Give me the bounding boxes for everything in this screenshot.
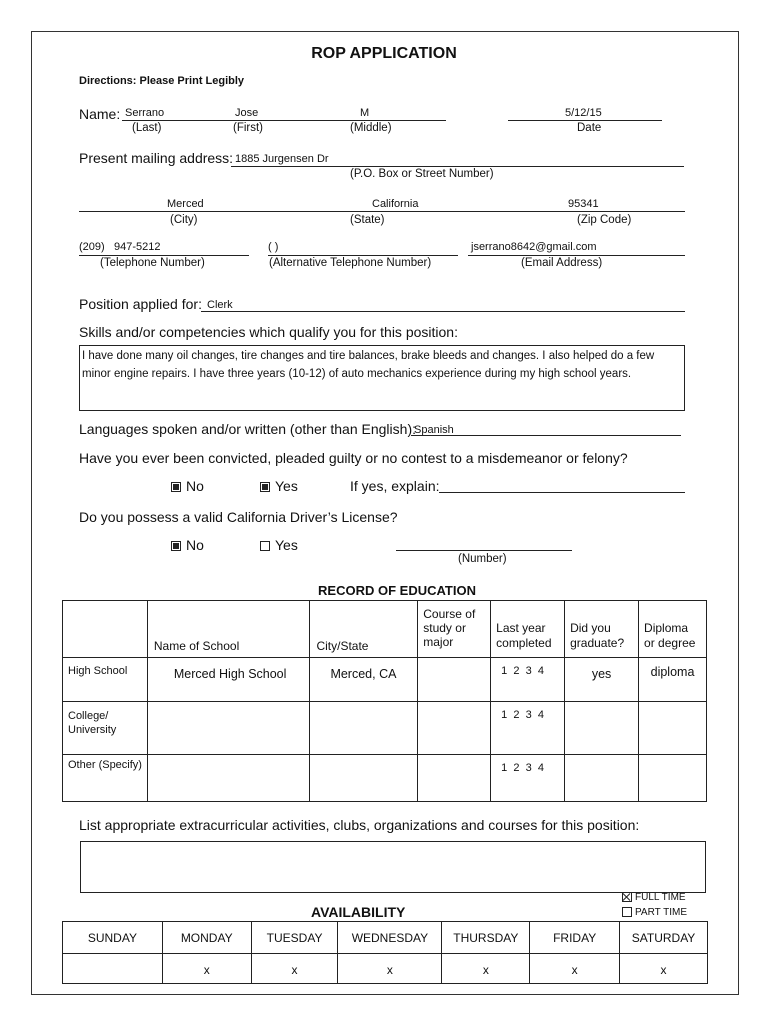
mark-wednesday[interactable]: x (338, 954, 442, 984)
convicted-question: Have you ever been convicted, pleaded guilty or no contest to a misdemeanor or felony? (79, 450, 628, 466)
phone-value[interactable]: 947-5212 (114, 241, 161, 253)
name-underline (122, 120, 446, 121)
mark-thursday[interactable]: x (442, 954, 530, 984)
part-time-checkbox[interactable] (622, 907, 632, 917)
middle-name-value[interactable]: M (360, 107, 370, 119)
phone-area-code[interactable]: (209) (79, 241, 105, 253)
edu-major[interactable] (418, 702, 491, 755)
zip-value[interactable]: 95341 (568, 198, 599, 210)
day-wednesday: WEDNESDAY (338, 922, 442, 954)
mark-monday[interactable]: x (162, 954, 251, 984)
edu-city[interactable]: Merced, CA (310, 658, 418, 702)
edu-graduate[interactable] (565, 755, 639, 802)
position-value[interactable]: Clerk (207, 299, 233, 311)
license-yes-label: Yes (275, 537, 298, 553)
edu-header-major: Course of study or major (418, 601, 491, 658)
edu-header-citystate: City/State (310, 601, 418, 658)
languages-value[interactable]: Spanish (414, 424, 454, 436)
edu-years[interactable]: 1 2 3 4 (491, 658, 565, 702)
edu-header-diploma: Diploma or degree (639, 601, 707, 658)
table-row (63, 755, 707, 802)
first-caption: (First) (233, 122, 264, 134)
availability-days-row (63, 922, 708, 954)
last-name-value[interactable]: Serrano (125, 107, 165, 119)
edu-graduate[interactable] (565, 702, 639, 755)
first-name-value[interactable]: Jose (235, 107, 259, 119)
convicted-no-label: No (186, 478, 204, 494)
mark-tuesday[interactable]: x (251, 954, 338, 984)
state-caption: (State) (350, 214, 385, 226)
full-time-option[interactable] (622, 892, 686, 903)
state-value[interactable]: California (372, 198, 419, 210)
date-underline (508, 120, 662, 121)
full-time-checkbox[interactable] (622, 892, 632, 902)
table-row (63, 658, 707, 702)
extracurricular-text (81, 842, 705, 846)
availability-heading: AVAILABILITY (311, 904, 406, 920)
edu-header-school: Name of School (147, 601, 310, 658)
skills-label: Skills and/or competencies which qualify you for this position: (79, 324, 458, 340)
alt-phone-value[interactable]: ( ) (268, 241, 279, 253)
position-label: Position applied for: (79, 296, 202, 312)
skills-text: I have done many oil changes, tire changes and tire balances, brake bleeds and changes. I also helped do a few minor engine repairs. I have three years (10-12) of auto mechanics experience during my high school years. (82, 350, 655, 380)
edu-school[interactable] (147, 702, 310, 755)
license-yes-checkbox[interactable] (260, 541, 270, 551)
explain-underline[interactable] (439, 492, 685, 493)
education-table (62, 600, 707, 802)
license-number-caption: (Number) (458, 553, 507, 565)
alt-phone-underline (268, 255, 458, 256)
edu-school[interactable] (147, 755, 310, 802)
form-title: ROP APPLICATION (311, 45, 457, 62)
languages-label: Languages spoken and/or written (other than English): (79, 421, 416, 437)
license-yes-option[interactable] (260, 537, 298, 553)
convicted-yes-label: Yes (275, 478, 298, 494)
email-caption: (Email Address) (521, 257, 603, 269)
edu-years[interactable]: 1 2 3 4 (491, 755, 565, 802)
edu-years[interactable]: 1 2 3 4 (491, 702, 565, 755)
street-underline (231, 166, 684, 167)
edu-graduate[interactable]: yes (565, 658, 639, 702)
day-thursday: THURSDAY (442, 922, 530, 954)
date-value[interactable]: 5/12/15 (565, 107, 602, 119)
availability-table (62, 921, 708, 984)
convicted-yes-option[interactable] (260, 478, 298, 494)
address-label: Present mailing address: (79, 150, 234, 166)
directions: Directions: Please Print Legibly (79, 75, 245, 87)
last-caption: (Last) (132, 122, 162, 134)
table-row (63, 702, 707, 755)
city-caption: (City) (170, 214, 198, 226)
skills-box[interactable] (79, 345, 685, 411)
part-time-option[interactable] (622, 907, 687, 918)
city-state-zip-underline (79, 211, 685, 212)
convicted-yes-checkbox[interactable] (260, 482, 270, 492)
city-value[interactable]: Merced (167, 198, 204, 210)
edu-major[interactable] (418, 755, 491, 802)
edu-city[interactable] (310, 755, 418, 802)
education-header-row (63, 601, 707, 658)
email-value[interactable]: jserrano8642@gmail.com (471, 241, 597, 253)
explain-label: If yes, explain: (350, 478, 440, 494)
name-label: Name: (79, 106, 121, 122)
edu-header-blank (63, 601, 148, 658)
day-monday: MONDAY (162, 922, 251, 954)
license-number-underline[interactable] (396, 550, 572, 551)
email-underline (468, 255, 685, 256)
mark-saturday[interactable]: x (620, 954, 708, 984)
education-heading: RECORD OF EDUCATION (318, 583, 476, 598)
part-time-label: PART TIME (635, 907, 688, 918)
convicted-no-checkbox[interactable] (171, 482, 181, 492)
license-no-checkbox[interactable] (171, 541, 181, 551)
phone-underline (79, 255, 249, 256)
license-question: Do you possess a valid California Driver’s License? (79, 509, 398, 525)
edu-header-lastyear: Last year completed (491, 601, 565, 658)
position-underline (201, 311, 685, 312)
day-tuesday: TUESDAY (251, 922, 338, 954)
phone-caption: (Telephone Number) (100, 257, 205, 269)
middle-caption: (Middle) (350, 122, 392, 134)
edu-level: High School (63, 658, 148, 702)
edu-school[interactable]: Merced High School (147, 658, 310, 702)
day-friday: FRIDAY (530, 922, 620, 954)
availability-marks-row (63, 954, 708, 984)
extracurricular-box[interactable] (80, 841, 706, 893)
extracurricular-label: List appropriate extracurricular activities, clubs, organizations and courses for this position: (79, 817, 640, 833)
edu-header-graduate: Did you graduate? (565, 601, 639, 658)
edu-level: Other (Specify) (63, 755, 148, 802)
edu-major[interactable] (418, 658, 491, 702)
street-value[interactable]: 1885 Jurgensen Dr (235, 153, 329, 165)
license-no-option[interactable] (171, 537, 204, 553)
mark-sunday[interactable] (63, 954, 163, 984)
zip-caption: (Zip Code) (577, 214, 632, 226)
alt-phone-caption: (Alternative Telephone Number) (269, 257, 432, 269)
edu-level: College/ University (63, 702, 148, 755)
full-time-label: FULL TIME (635, 892, 686, 903)
day-sunday: SUNDAY (63, 922, 163, 954)
edu-city[interactable] (310, 702, 418, 755)
languages-underline (411, 435, 681, 436)
license-no-label: No (186, 537, 204, 553)
street-caption: (P.O. Box or Street Number) (350, 168, 494, 180)
edu-diploma[interactable] (639, 702, 707, 755)
convicted-no-option[interactable] (171, 478, 204, 494)
mark-friday[interactable]: x (530, 954, 620, 984)
edu-diploma[interactable]: diploma (639, 658, 707, 702)
date-caption: Date (577, 122, 602, 134)
edu-diploma[interactable] (639, 755, 707, 802)
day-saturday: SATURDAY (620, 922, 708, 954)
